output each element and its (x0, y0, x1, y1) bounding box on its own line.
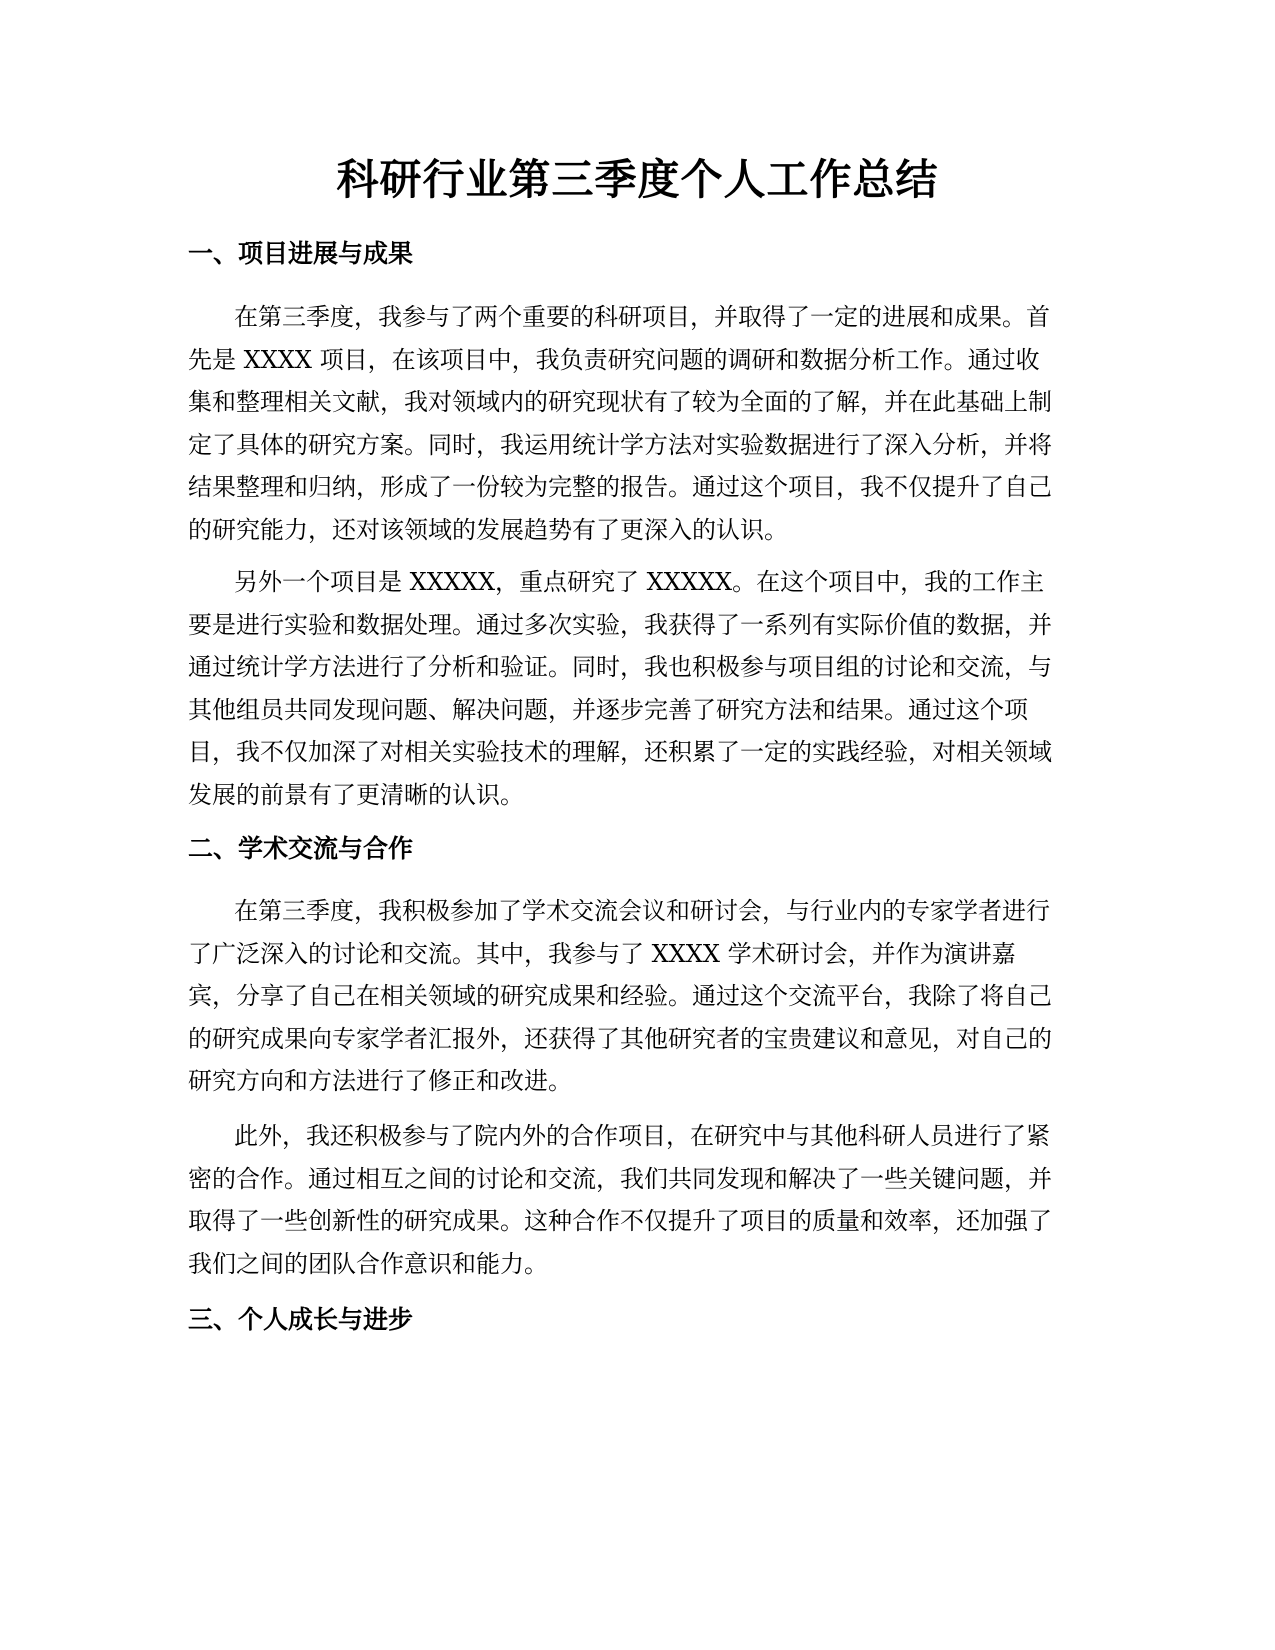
section-heading-2: 二、学术交流与合作 (188, 834, 414, 863)
section-2-paragraph-2 (188, 1115, 1085, 1285)
paragraph-line: 我们之间的团队合作意识和能力。 (188, 1249, 548, 1278)
document-title: 科研行业第三季度个人工作总结 (336, 155, 939, 204)
paragraph-line: 通过统计学方法进行了分析和验证。同时，我也积极参与项目组的讨论和交流，与 (188, 653, 1052, 681)
paragraph-line: 的研究能力，还对该领域的发展趋势有了更深入的认识。 (188, 515, 788, 544)
paragraph-line: 在第三季度，我参与了两个重要的科研项目，并取得了一定的进展和成果。首 (234, 303, 1050, 331)
section-heading-3: 三、个人成长与进步 (188, 1305, 414, 1334)
section-1-paragraph-2 (188, 561, 1085, 816)
paragraph-line: 先是 XXXX 项目，在该项目中，我负责研究问题的调研和数据分析工作。通过收 (188, 345, 1040, 374)
paragraph-line: 另外一个项目是 XXXXX，重点研究了 XXXXX。在这个项目中，我的工作主 (234, 568, 1045, 596)
paragraph-line: 研究方向和方法进行了修正和改进。 (188, 1067, 572, 1095)
paragraph-line: 要是进行实验和数据处理。通过多次实验，我获得了一系列有实际价值的数据，并 (188, 610, 1052, 639)
paragraph-line: 在第三季度，我积极参加了学术交流会议和研讨会，与行业内的专家学者进行 (234, 897, 1050, 925)
paragraph-line: 其他组员共同发现问题、解决问题，并逐步完善了研究方法和结果。通过这个项 (188, 695, 1028, 724)
paragraph-line: 集和整理相关文献，我对领域内的研究现状有了较为全面的了解，并在此基础上制 (188, 388, 1052, 416)
paragraph-line: 了广泛深入的讨论和交流。其中，我参与了 XXXX 学术研讨会，并作为演讲嘉 (188, 939, 1016, 968)
paragraph-line: 此外，我还积极参与了院内外的合作项目，在研究中与其他科研人员进行了紧 (234, 1122, 1050, 1150)
section-1-paragraph-1 (188, 296, 1085, 551)
section-heading-1: 一、项目进展与成果 (188, 239, 414, 268)
paragraph-line: 的研究成果向专家学者汇报外，还获得了其他研究者的宝贵建议和意见，对自己的 (188, 1024, 1052, 1053)
paragraph-line: 目，我不仅加深了对相关实验技术的理解，还积累了一定的实践经验，对相关领域 (188, 738, 1052, 766)
paragraph-line: 密的合作。通过相互之间的讨论和交流，我们共同发现和解决了一些关键问题，并 (188, 1164, 1052, 1193)
paragraph-line: 结果整理和归纳，形成了一份较为完整的报告。通过这个项目，我不仅提升了自己 (188, 473, 1052, 501)
paragraph-line: 取得了一些创新性的研究成果。这种合作不仅提升了项目的质量和效率，还加强了 (188, 1207, 1052, 1235)
paragraph-line: 宾，分享了自己在相关领域的研究成果和经验。通过这个交流平台，我除了将自己 (188, 982, 1052, 1010)
paragraph-line: 定了具体的研究方案。同时，我运用统计学方法对实验数据进行了深入分析，并将 (188, 430, 1052, 459)
section-2-paragraph-1 (188, 890, 1085, 1103)
paragraph-line: 发展的前景有了更清晰的认识。 (188, 780, 524, 809)
